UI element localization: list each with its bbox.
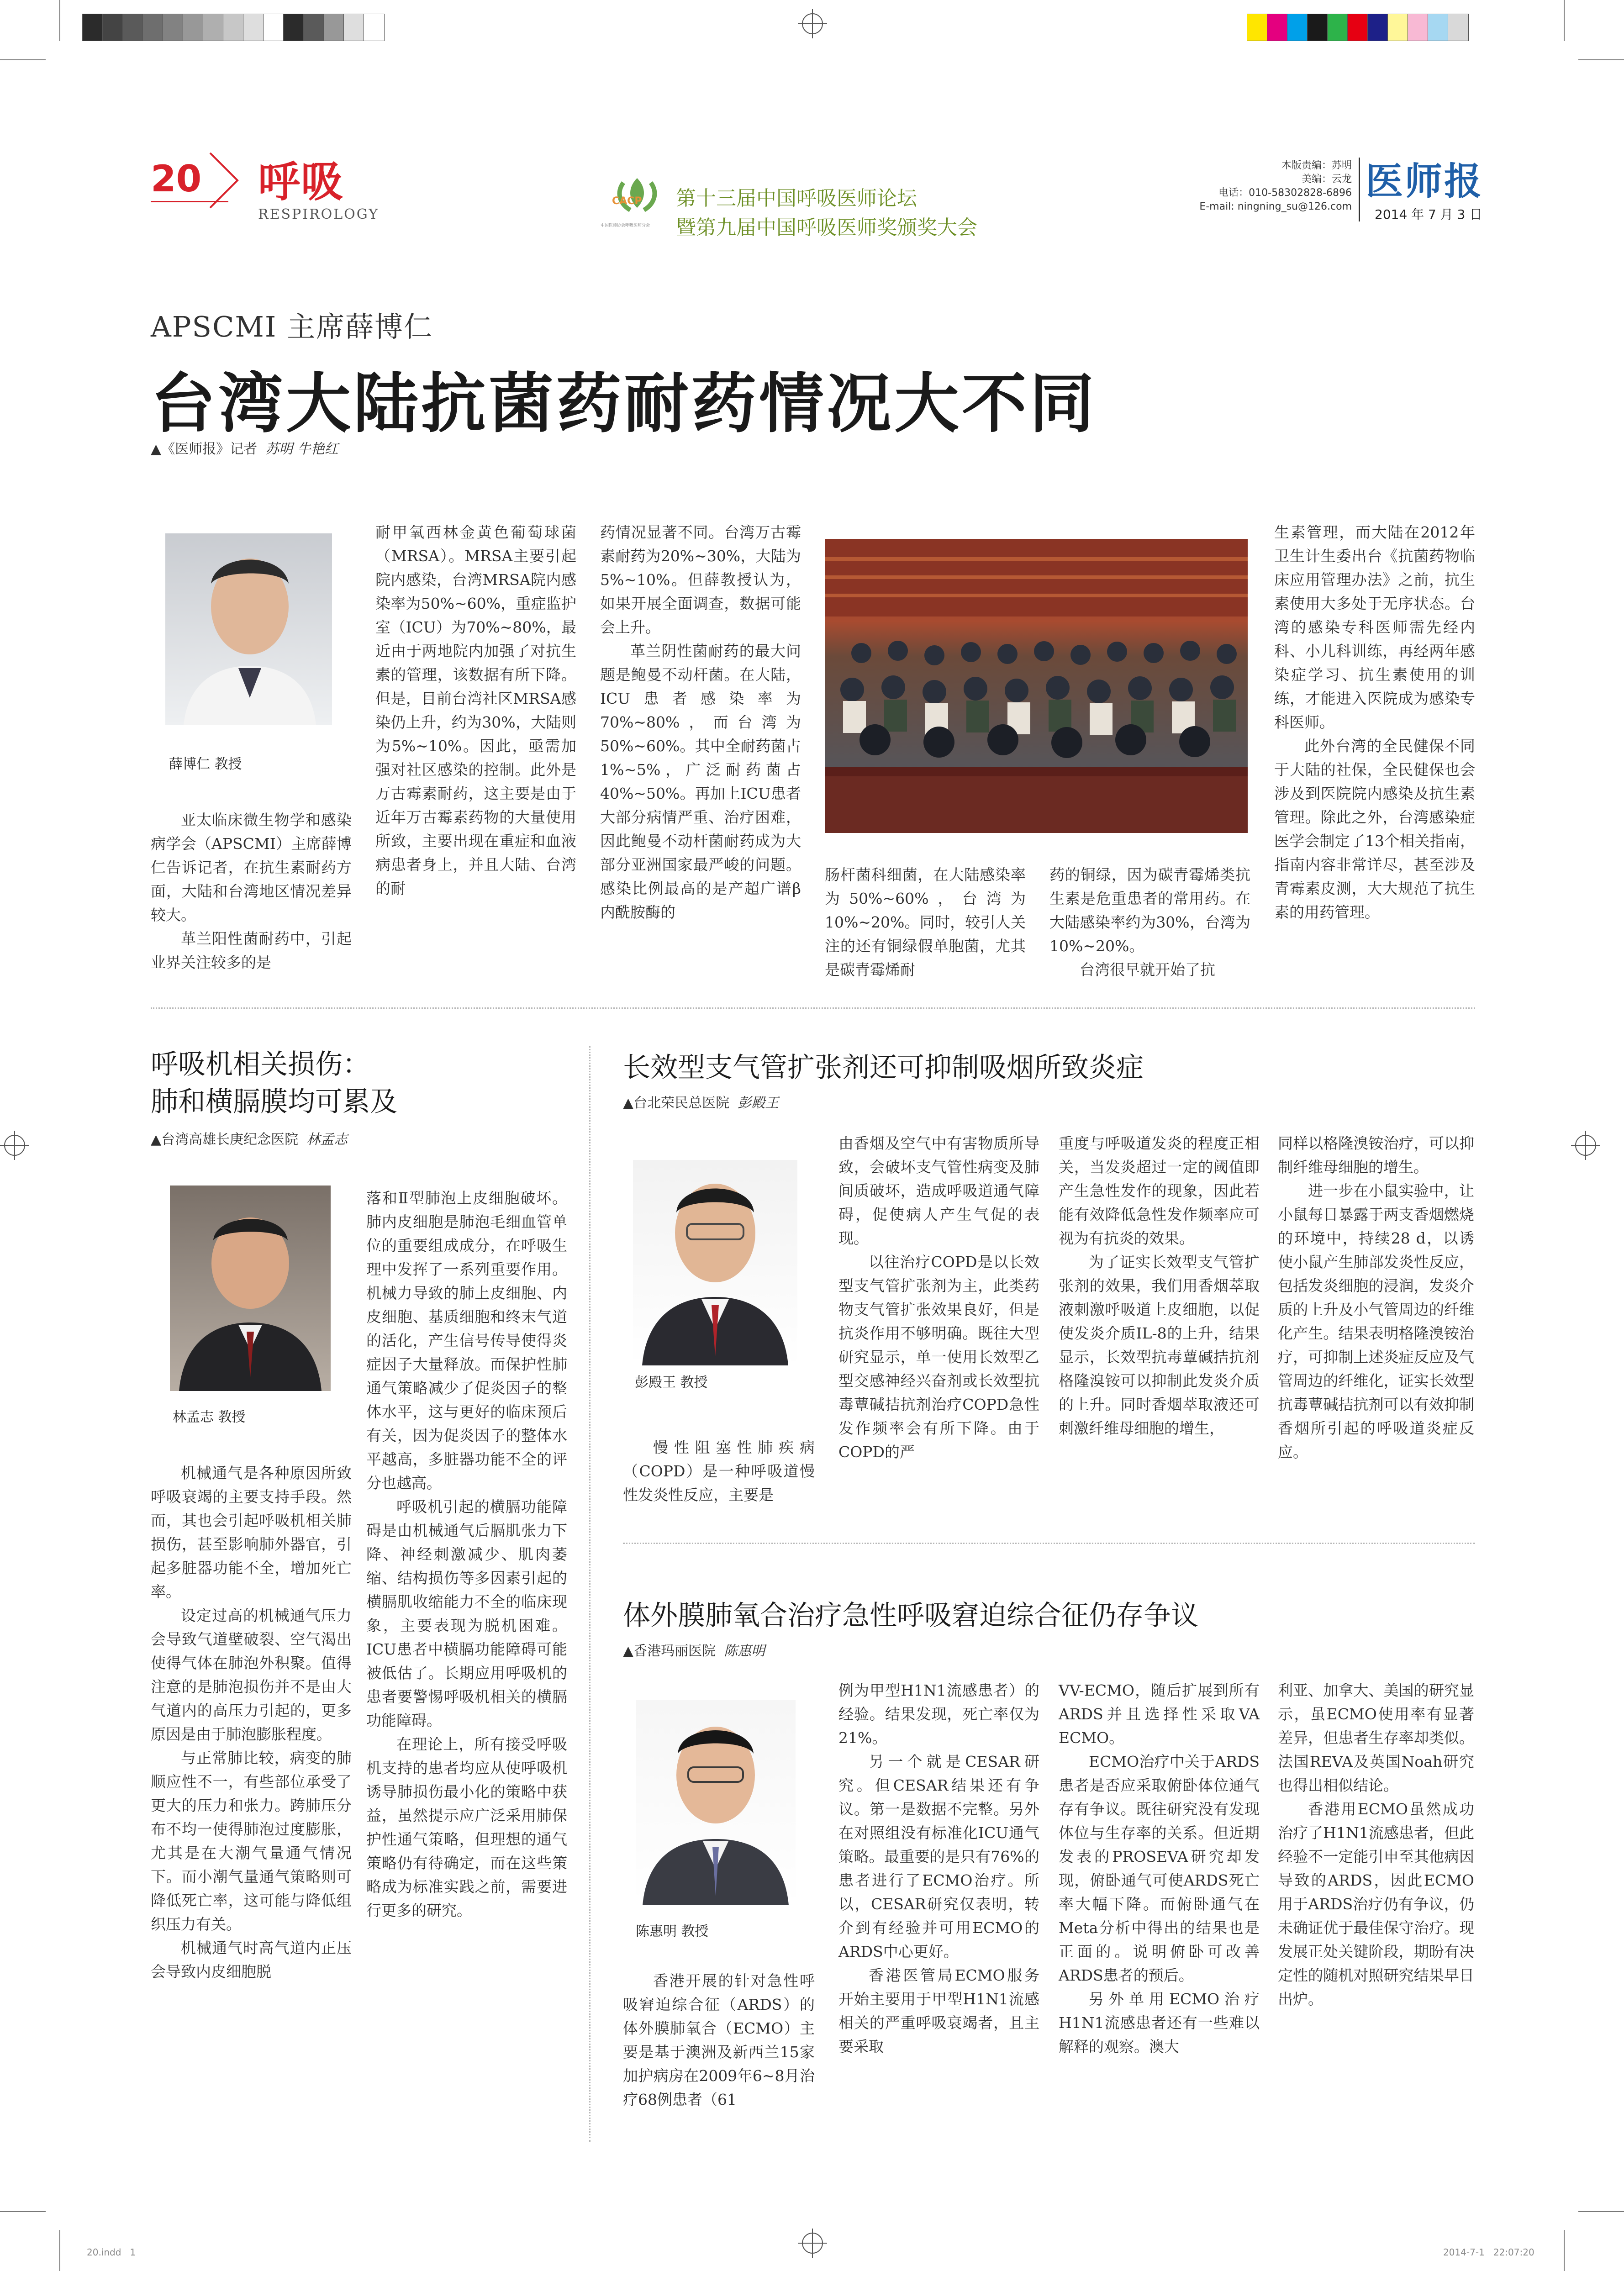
article1-column-5 [1049, 863, 1250, 982]
paragraph: 进一步在小鼠实验中，让小鼠每日暴露于两支香烟燃烧的环境中，持续28 d，以诱使小鼠产生肺部发炎性反应，包括发炎细胞的浸润，发炎介质的上升及小气管周边的纤维化产生。结果表明格隆溴铵治疗，可抑制上述炎症反应及气管周边的纤维化，证实长效型抗毒蕈碱拮抗剂可以有效抑制香烟所引起的呼吸道炎症反应。 [1278, 1182, 1474, 1461]
article3-column-2 [838, 1132, 1039, 1464]
paragraph: 在理论上，所有接受呼吸机支持的患者均应从使呼吸机诱导肺损伤最小化的策略中获益，虽然提示应广泛采用肺保护性通气策略，但理想的通气策略仍有待确定，而在这些策略成为标准实践之前，需要进行更多的研究。 [366, 1735, 567, 1919]
paragraph: ECMO治疗中关于ARDS患者是否应采取俯卧体位通气存有争议。既往研究没有发现体位与生存率的关系。但近期发表的PROSEVA研究却发现，俯卧通气可使ARDS死亡率大幅下降。而俯卧通气在Meta分析中得出的结果也是正面的。说明俯卧可改善ARDS患者的预后。 [1059, 1753, 1260, 1984]
paragraph: 革兰阴性菌耐药的最大问题是鲍曼不动杆菌。在大陆，ICU患者感染率为70%~80%，而台湾为50%~60%。其中全耐药菌占1%~5%，广泛耐药菌占40%~50%。再加上ICU患者大部分病情严重、治疗困难，因此鲍曼不动杆菌耐药成为大部分亚洲国家最严峻的问题。感染比例最高的是产超广谱β内酰胺酶的 [600, 642, 801, 921]
article4-column-2 [838, 1679, 1039, 2059]
crop-mark [0, 59, 46, 60]
masthead-divider [1359, 158, 1360, 221]
editor-info [1160, 159, 1352, 214]
paragraph: 革兰阳性菌耐药中，引起业界关注较多的是 [151, 930, 352, 971]
crop-mark [0, 2211, 46, 2212]
color-swatch [1347, 14, 1368, 41]
paragraph: 机械通气时高气道内正压会导致内皮细胞脱 [151, 1939, 352, 1981]
gray-swatch [263, 14, 284, 41]
gray-swatch [142, 14, 163, 41]
paragraph: 另一个就是CESAR研究。但CESAR结果还有争议。第一是数据不完整。另外在对照组没有标准化ICU通气策略。最重要的是只有76%的患者进行了ECMO治疗。所以，CESAR研究仅表明，转介到有经验并可用ECMO的ARDS中心更好。 [838, 1753, 1039, 1960]
paragraph: 利亚、加拿大、美国的研究显示，虽ECMO使用率有显著差异，但患者生存率却类似。法国REVA及英国Noah研究也得出相似结论。 [1278, 1681, 1474, 1794]
gray-swatch [323, 14, 344, 41]
color-swatch [1387, 14, 1408, 41]
paragraph: VV-ECMO，随后扩展到所有ARDS并且选择性采取VA ECMO。 [1059, 1681, 1260, 1747]
crop-mark [1578, 2211, 1624, 2212]
gray-swatch [122, 14, 143, 41]
crop-mark [59, 2230, 60, 2271]
article1-column-3 [600, 521, 801, 924]
article4-column-4 [1278, 1679, 1474, 2011]
crop-mark [1564, 0, 1565, 41]
article2-column-2 [366, 1186, 567, 1923]
section-divider [151, 1007, 1475, 1009]
paragraph: 香港用ECMO虽然成功治疗了H1N1流感患者，但此经验不一定能引申至其他病因导致的ARDS，因此ECMO用于ARDS治疗仍有争议，仍未确证优于最佳保守治疗。现发展正处关键阶段，期盼有决定性的随机对照研究结果早日出炉。 [1278, 1800, 1474, 2008]
article3-byline [623, 1091, 779, 1112]
file-slug: 20.indd 1 [87, 2247, 136, 2258]
designer-name: 美编：云龙 [1301, 174, 1352, 185]
article3-column-4 [1278, 1132, 1474, 1464]
paragraph: 机械通气是各种原因所致呼吸衰竭的主要支持手段。然而，其也会引起呼吸机相关肺损伤，甚至影响肺外器官，引起多脏器功能不全，增加死亡率。 [151, 1464, 352, 1601]
paragraph: 呼吸机引起的横膈功能障碍是由机械通气后膈肌张力下降、神经刺激减少、肌肉萎缩、结构损伤等多因素引起的横膈肌收缩能力不全的临床现象，主要表现为脱机困难。ICU患者中横膈功能障碍可能被低估了。长期应用呼吸机的患者要警惕呼吸机相关的横膈功能障碍。 [366, 1498, 567, 1729]
gray-swatch [203, 14, 224, 41]
gray-swatch [283, 14, 304, 41]
paragraph: 台湾很早就开始了抗 [1080, 961, 1215, 979]
crop-mark [59, 0, 60, 41]
paragraph: 慢性阻塞性肺疾病（COPD）是一种呼吸道慢性发炎性反应，主要是 [623, 1438, 815, 1504]
color-swatch [1367, 14, 1388, 41]
article1-photo-caption: 薛博仁 教授 [169, 756, 242, 772]
portrait-person-icon [633, 1160, 797, 1365]
paragraph: 设定过高的机械通气压力会导致气道壁破裂、空气渴出使得气体在肺泡外积聚。值得注意的是肺泡损伤并不是由大气道内的高压力引起的，更多原因是由于肺泡膨胀程度。 [151, 1607, 352, 1743]
print-timestamp: 2014-7-1 22:07:20 [1443, 2247, 1534, 2258]
forum-title-line2: 暨第九届中国呼吸医师奖颁奖大会 [676, 216, 977, 239]
gray-swatch [223, 14, 244, 41]
article2-photo-caption: 林孟志 教授 [173, 1409, 246, 1425]
paragraph: 香港开展的针对急性呼吸窘迫综合征（ARDS）的体外膜肺氧合（ECMO）主要是基于澳洲及新西兰15家加护病房在2009年6~8月治疗68例患者（61 [623, 1972, 815, 2108]
article1-column-2 [375, 521, 576, 901]
paragraph: 亚太临床微生物学和感染病学会（APSCMI）主席薛博仁告诉记者，在抗生素耐药方面，大陆和台湾地区情况差异较大。 [151, 811, 352, 924]
article4-photo-caption: 陈惠明 教授 [636, 1923, 709, 1939]
byline-authors: 林孟志 [306, 1132, 348, 1148]
portrait-photo [633, 1160, 797, 1365]
registration-mark-icon [798, 2229, 827, 2258]
article4-headline: 体外膜肺氧合治疗急性呼吸窘迫综合征仍存争议 [623, 1600, 1198, 1632]
byline-source: ▲台北荣民总医院 [623, 1095, 730, 1111]
article3-headline: 长效型支气管扩张剂还可抑制吸烟所致炎症 [623, 1052, 1144, 1084]
forum-title-line1: 第十三届中国呼吸医师论坛 [676, 187, 917, 210]
article1-kicker: APSCMI 主席薛博仁 [151, 310, 433, 343]
byline-authors: 彭殿王 [738, 1095, 779, 1111]
cacp-logo-icon [603, 171, 671, 221]
article2-byline [151, 1128, 348, 1148]
portrait-photo [165, 533, 332, 725]
header-rule [151, 201, 228, 202]
gray-swatch [343, 14, 364, 41]
article3-photo-caption: 彭殿王 教授 [635, 1375, 708, 1391]
logo-subtext: 中国医师协会呼吸医师分会 [601, 223, 650, 228]
paragraph: 生素管理，而大陆在2012年卫生计生委出台《抗菌药物临床应用管理办法》之前，抗生素使用大多处于无序状态。台湾的感染专科医师需先经内科、小儿科训练，再经两年感染症学习、抗生素使用的训练，才能进入医院成为感染专科医师。 [1274, 523, 1475, 731]
gray-swatch [102, 14, 123, 41]
article2-column-1 [151, 1461, 352, 1984]
column-divider [589, 1046, 591, 2142]
section-divider [623, 1543, 1475, 1544]
paragraph: 药情况显著不同。台湾万古霉素耐药为20%~30%，大陆为5%~10%。但薛教授认为，如果开展全面调查，数据可能会上升。 [600, 523, 801, 636]
headline-line: 呼吸机相关损伤： [151, 1049, 370, 1080]
section-subtitle: RESPIROLOGY [258, 206, 380, 222]
article4-column-3 [1059, 1679, 1260, 2059]
color-swatch [1327, 14, 1348, 41]
portrait-photo [636, 1700, 796, 1905]
gray-swatch [82, 14, 103, 41]
color-swatch [1307, 14, 1328, 41]
paragraph: 另外单用ECMO治疗H1N1流感患者还有一些难以解释的观察。澳大 [1059, 1990, 1260, 2055]
article3-column-3 [1059, 1132, 1260, 1440]
paragraph: 耐甲氧西林金黄色葡萄球菌（MRSA）。MRSA主要引起院内感染，台湾MRSA院内感染率为50%~60%，重症监护室（ICU）为70%~80%，最近由于两地院内加强了对抗生素的管理，该数据有所下降。但是，目前台湾社区MRSA感染仍上升，约为30%，大陆则为5%~10%。因此，亟需加强对社区感染的控制。此外是万古霉素耐药，这主要是由于近年万古霉素药物的大量使用所致，主要出现在重症和血液病患者身上，并且大陆、台湾的耐 [375, 523, 576, 897]
article1-headline: 台湾大陆抗菌药耐药情况大不同 [151, 366, 1097, 442]
byline-authors: 陈惠明 [724, 1643, 765, 1659]
article1-byline [151, 437, 338, 458]
gray-swatch [303, 14, 324, 41]
color-swatch [1408, 14, 1429, 41]
registration-mark-icon [798, 9, 827, 38]
issue-date: 2014 年 7 月 3 日 [1375, 207, 1482, 222]
article3-column-1 [623, 1436, 815, 1507]
article2-headline [151, 1046, 397, 1121]
paragraph: 例为甲型H1N1流感患者）的经验。结果发现，死亡率仅为21%。 [838, 1681, 1039, 1747]
color-swatch [1448, 14, 1469, 41]
registration-mark-icon [0, 1131, 29, 1160]
portrait-person-icon [170, 1186, 331, 1391]
paragraph: 重度与呼吸道发炎的程度正相关，当发炎超过一定的阈值即产生急性发作的现象，因此若能有效降低急性发作频率应可视为有抗炎的效果。 [1059, 1134, 1260, 1247]
paragraph: 由香烟及空气中有害物质所导致，会破坏支气管性病变及肺间质破坏，造成呼吸道通气障碍，促使病人产生气促的表现。 [838, 1134, 1039, 1247]
color-swatch [1428, 14, 1449, 41]
article1-column-6 [1274, 521, 1475, 924]
headline-line: 肺和横膈膜均可累及 [151, 1086, 397, 1118]
byline-authors: 苏明 牛艳红 [265, 441, 338, 457]
article1-column-4 [825, 863, 1026, 982]
article4-column-1 [623, 1969, 815, 2112]
paragraph: 药的铜绿，因为碳青霉烯类抗生素是危重患者的常用药。在大陆感染率约为30%，台湾为10%~20%。 [1049, 866, 1250, 955]
phone: 电话：010-58302828-6896 [1218, 187, 1352, 199]
registration-mark-icon [1571, 1131, 1600, 1160]
paragraph: 落和Ⅱ型肺泡上皮细胞破坏。肺内皮细胞是肺泡毛细血管单位的重要组成成分，在呼吸生理中发挥了一系列重要作用。机械力导致的肺上皮细胞、内皮细胞、基质细胞和终末气道的活化，产生信号传导使得炎症因子大量释放。而保护性肺通气策略减少了促炎因子的整体水平，这与更好的临床预后有关，因为促炎因子的整体水平越高，多脏器功能不全的评分也越高。 [366, 1189, 567, 1492]
byline-source: ▲台湾高雄长庚纪念医院 [151, 1132, 299, 1148]
paragraph: 为了证实长效型支气管扩张剂的效果，我们用香烟萃取液刺激呼吸道上皮细胞，以促使发炎介质IL-8的上升，结果显示，长效型抗毒蕈碱拮抗剂格隆溴铵可以抑制此发炎介质的上升。同时香烟萃取液还可刺激纤维母细胞的增生， [1059, 1253, 1260, 1437]
paragraph: 肠杆菌科细菌，在大陆感染率为50%~60%，台湾为10%~20%。同时，较引人关注的还有铜绿假单胞菌，尤其是碳青霉烯耐 [825, 866, 1026, 979]
paragraph: 与正常肺比较，病变的肺顺应性不一，有些部位承受了更大的压力和张力。跨肺压分布不均一使得肺泡过度膨胀，尤其是在大潮气量通气情况下。而小潮气量通气策略则可降低死亡率，这可能与降低组织压力有关。 [151, 1749, 352, 1933]
portrait-photo [170, 1186, 331, 1391]
gray-swatch [163, 14, 184, 41]
byline-source: ▲香港玛丽医院 [623, 1643, 716, 1659]
crop-mark [1578, 59, 1624, 60]
color-swatch [1267, 14, 1288, 41]
gray-swatch [243, 14, 264, 41]
portrait-person-icon [636, 1700, 796, 1905]
audience-image-icon [825, 539, 1248, 833]
article4-byline [623, 1639, 765, 1660]
logo-text: CACP [612, 195, 642, 207]
paragraph: 香港医管局ECMO服务开始主要用于甲型H1N1流感相关的严重呼吸衰竭者，且主要采取 [838, 1966, 1039, 2055]
color-swatch [1247, 14, 1268, 41]
editor-name: 本版责编：苏明 [1281, 160, 1352, 171]
byline-source: ▲《医师报》记者 [151, 441, 258, 457]
conference-photo [825, 539, 1248, 833]
portrait-person-icon [165, 533, 332, 725]
section-title: 呼吸 [258, 158, 344, 206]
page-number: 20 [151, 158, 202, 200]
paragraph: 同样以格隆溴铵治疗，可以抑制纤维母细胞的增生。 [1278, 1134, 1474, 1176]
gray-swatch [183, 14, 204, 41]
paragraph: 以往治疗COPD是以长效型支气管扩张剂为主，此类药物支气管扩张效果良好，但是抗炎作用不够明确。既往大型研究显示，单一使用长效型乙型交感神经兴奋剂或长效型抗毒蕈碱拮抗剂治疗COPD急性发作频率会有所下降。由于COPD的严 [838, 1253, 1039, 1461]
paragraph: 此外台湾的全民健保不同于大陆的社保，全民健保也会涉及到医院院内感染及抗生素管理。除此之外，台湾感染症医学会制定了13个相关指南，指南内容非常详尽，甚至涉及青霉素皮测，大大规范了抗生素的用药管理。 [1274, 737, 1475, 921]
gray-swatch [364, 14, 385, 41]
crop-mark [1564, 2230, 1565, 2271]
article1-column-1 [151, 808, 352, 975]
email: E-mail: ningning_su@126.com [1199, 201, 1352, 212]
masthead-logo: 医师报 [1366, 159, 1484, 203]
color-swatch [1287, 14, 1308, 41]
